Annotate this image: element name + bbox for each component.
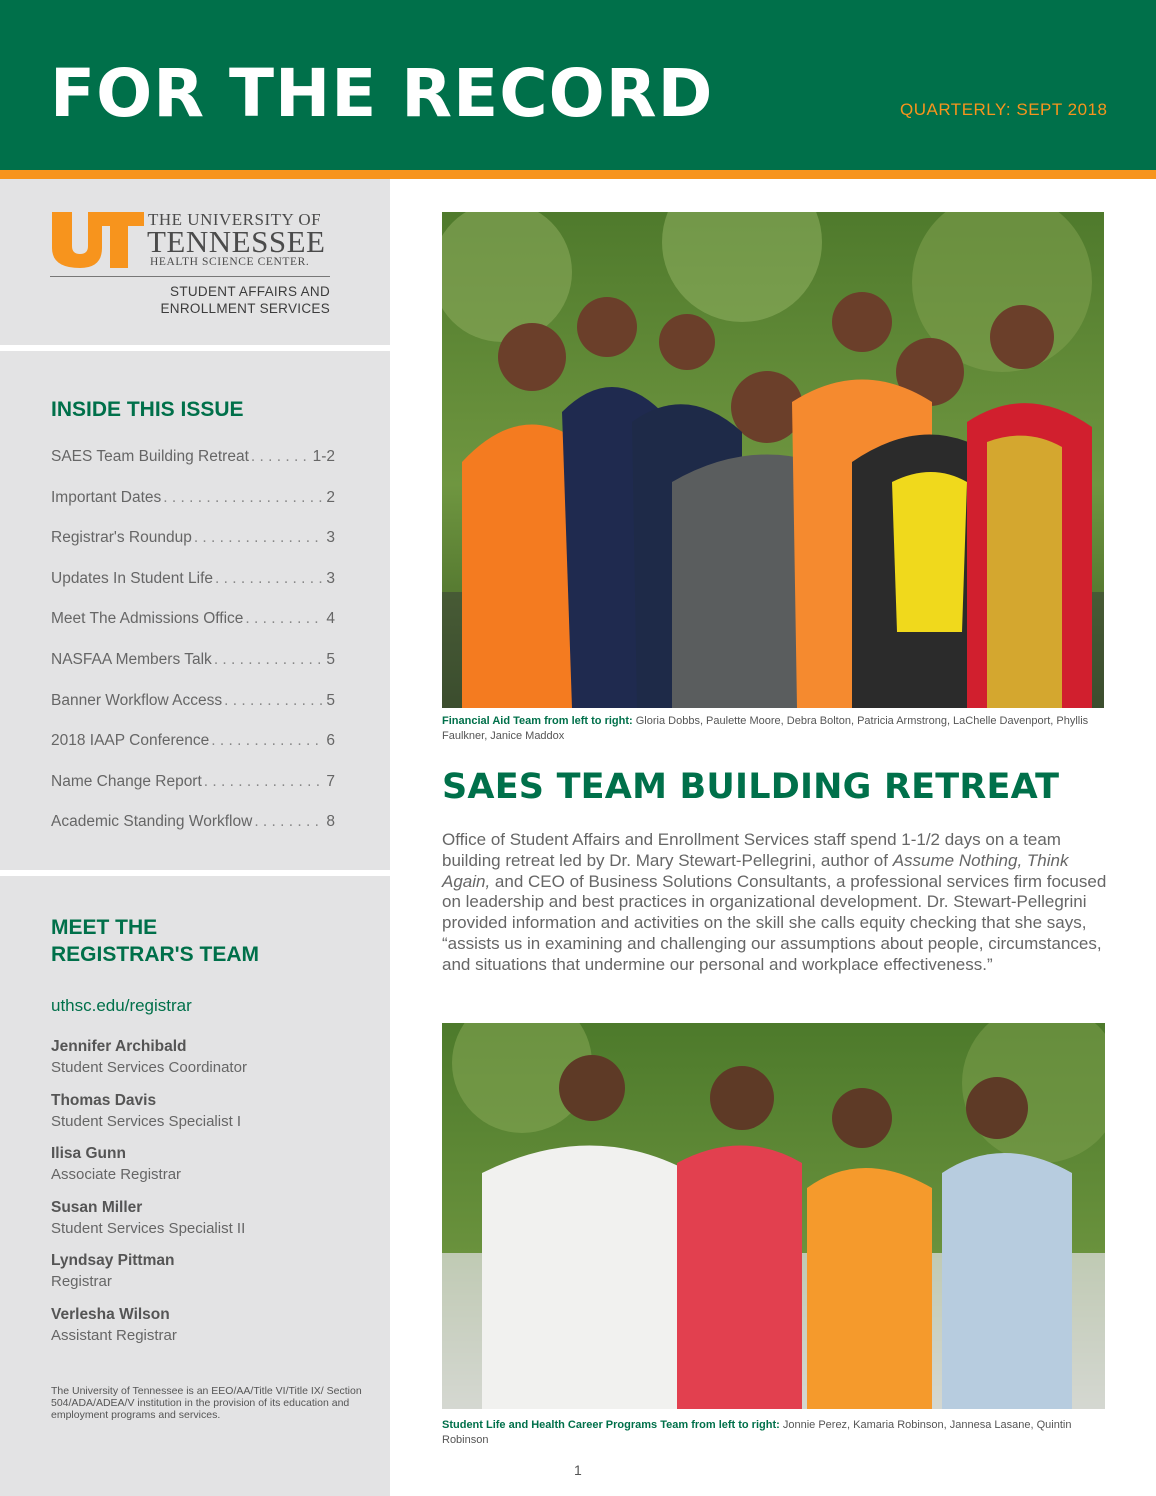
toc-item[interactable]: 2018 IAAP Conference . . . 6 xyxy=(51,732,335,773)
toc-item[interactable]: Academic Standing Workflow . . . 8 xyxy=(51,813,335,854)
article-body: Office of Student Affairs and Enrollment Services staff spend 1-1/2 days on a team building retreat led by Dr. Mary Stewart-Pellegrini, author of Assume Nothing, Think Again, and CEO of Business Solutions Consultants, a professional services firm focused on leadership and best practices in organizational development. Dr. Stewart-Pellegrini provided information and activities on the skill she calls equity checking that she says, “assists us in examining and challenging our assumptions about people, circumstances, and situations that undermine our personal and workplace effectiveness.” xyxy=(442,830,1107,974)
team-member: Lyndsay Pittman Registrar xyxy=(51,1252,175,1290)
team-member: Susan Miller Student Services Specialist II xyxy=(51,1198,246,1237)
toc-item[interactable]: Name Change Report . . . 7 xyxy=(51,773,335,814)
toc-item[interactable]: Important Dates . . . 2 xyxy=(51,489,335,530)
page-number: 1 xyxy=(574,1462,582,1478)
toc-item[interactable]: NASFAA Members Talk . . . 5 xyxy=(51,651,335,692)
toc-item[interactable]: Meet The Admissions Office . . . 4 xyxy=(51,610,335,651)
group-photo-image xyxy=(442,212,1104,708)
newsletter-title: FOR THE RECORD xyxy=(50,55,714,132)
table-of-contents xyxy=(51,448,335,854)
department-name: STUDENT AFFAIRS AND ENROLLMENT SERVICES xyxy=(160,284,330,316)
team-member: Verlesha Wilson Assistant Registrar xyxy=(51,1305,177,1344)
logo-line-2: TENNESSEE xyxy=(147,224,326,259)
eeo-statement: The University of Tennessee is an EEO/AA/Title VI/Title IX/ Section 504/ADA/ADEA/V institution in the provision of its education and employment programs and services. xyxy=(51,1385,362,1421)
ut-logo-icon xyxy=(50,212,144,268)
team-member: Ilisa Gunn Associate Registrar xyxy=(51,1145,182,1183)
sidebar-divider xyxy=(0,870,390,876)
registrar-link[interactable]: uthsc.edu/registrar xyxy=(51,996,192,1015)
toc-item[interactable]: Banner Workflow Access . . . 5 xyxy=(51,692,335,733)
student-life-team-photo xyxy=(442,1023,1105,1409)
article-headline: SAES TEAM BUILDING RETREAT xyxy=(442,767,1060,807)
logo-line-1: THE UNIVERSITY OF xyxy=(148,210,322,229)
photo-caption: Financial Aid Team from left to right: Gloria Dobbs, Paulette Moore, Debra Bolton, Patricia Armstrong, LaChelle Davenport, Phyllis Faulkner, Janice Maddox xyxy=(442,715,1089,742)
registrar-team-heading: MEET THE REGISTRAR'S TEAM xyxy=(51,916,260,966)
inside-issue-heading: INSIDE THIS ISSUE xyxy=(51,398,244,421)
registrar-team-list xyxy=(51,1037,371,1358)
photo-caption: Student Life and Health Career Programs Team from left to right: Jonnie Perez, Kamaria Robinson, Jannesa Lasane, Quintin Robinson xyxy=(442,1419,1072,1446)
orange-divider xyxy=(0,170,1156,179)
sidebar-divider xyxy=(0,345,390,351)
issue-date: QUARTERLY: SEPT 2018 xyxy=(900,100,1108,119)
financial-aid-team-photo xyxy=(442,212,1104,708)
toc-item[interactable]: Registrar's Roundup . . . 3 xyxy=(51,529,335,570)
team-member: Jennifer Archibald Student Services Coordinator xyxy=(51,1038,247,1076)
group-photo-image xyxy=(442,1023,1105,1409)
logo-rule xyxy=(50,276,330,277)
team-member: Thomas Davis Student Services Specialist I xyxy=(51,1091,242,1130)
toc-item[interactable]: SAES Team Building Retreat . . . 1-2 xyxy=(51,448,335,489)
toc-item[interactable]: Updates In Student Life . . . 3 xyxy=(51,570,335,611)
logo-line-3: HEALTH SCIENCE CENTER. xyxy=(150,256,310,268)
